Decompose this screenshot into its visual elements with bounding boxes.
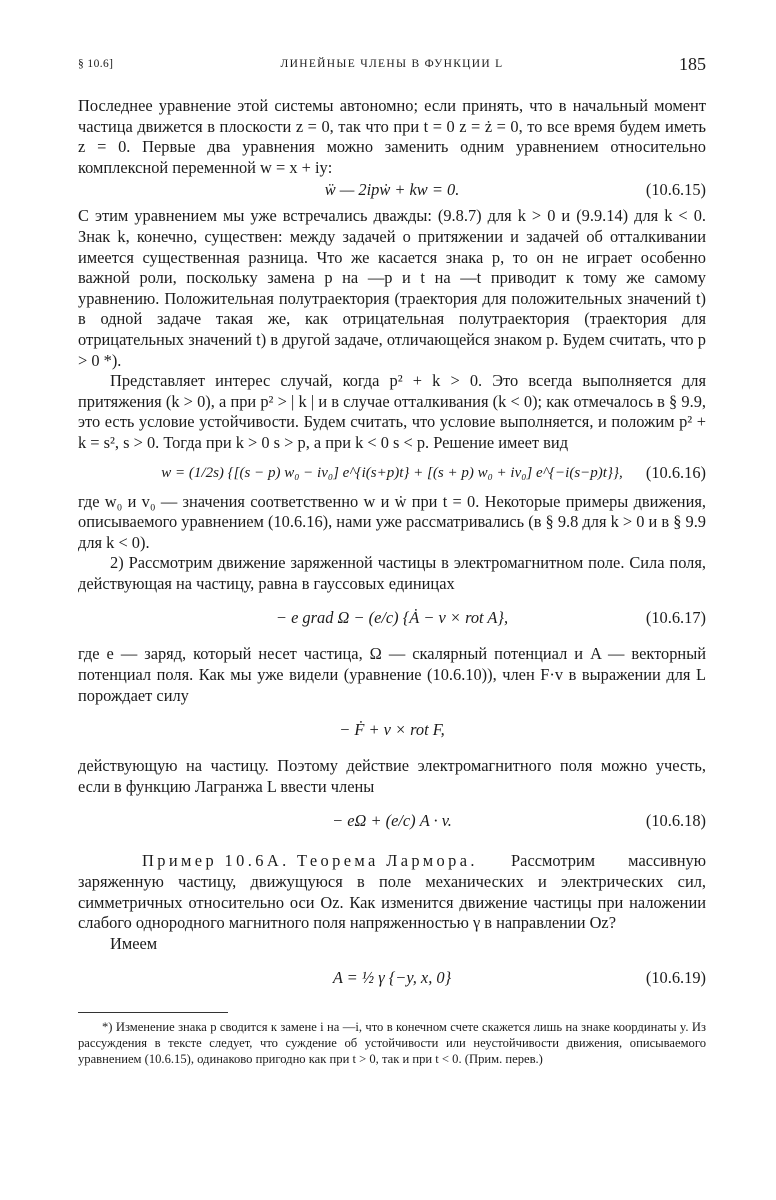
- footnote-divider: [78, 1012, 228, 1013]
- page-number: 185: [679, 54, 706, 74]
- equation-10-6-15: [78, 178, 706, 206]
- paragraph: действующую на частицу. Поэтому действие электромагнитного поля можно учесть, если в функцию Лагранжа L ввести члены: [78, 756, 706, 796]
- section-ref: § 10.6]: [78, 58, 114, 70]
- footnote: *) Изменение знака p сводится к замене i на —i, что в конечном счете скажется лишь на знаке координаты y. Из рассуждения в тексте следует, что суждение об устойчивости или неустойчивости движения, описываемого уравнением (10.6.15), одинаково пригодно как при t > 0, так и при t < 0. (Прим. перев.): [78, 1020, 706, 1066]
- paragraph: где e — заряд, который несет частица, Ω — скалярный потенциал и A — векторный потенциал поля. Как мы уже видели (уравнение (10.6.10)), член F·v в выражении для L порождает силу: [78, 644, 706, 705]
- example-text: Рассмотрим массивную заряженную частицу, движущуюся в поле механических и электрических сил, симметричных относительно оси Oz. Как изменится движение частицы при наложении слабого однородного магнитного поля напряженностью γ в направлении Oz?: [78, 851, 706, 933]
- equation-formula: A = ½ γ {−y, x, 0}: [332, 968, 452, 988]
- paragraph: где w₀ и v₀ — значения соответственно w и ẇ при t = 0. Некоторые примеры движения, описываемого уравнением (10.6.16), нами уже рассматривались (в § 9.8 для k > 0 и в § 9.9 для k < 0).: [78, 491, 706, 552]
- equation-10-6-17: [78, 594, 706, 644]
- example-paragraph: [78, 851, 706, 933]
- main-text: [78, 96, 706, 1004]
- equation-force: [78, 706, 706, 756]
- page-header: [78, 54, 706, 80]
- equation-formula: w = (1/2s) {[(s − p) w₀ − iv₀] e^{i(s+p)t} + [(s + p) w₀ + iv₀] e^{−i(s−p)t}},: [161, 464, 623, 481]
- equation-formula: − eΩ + (e/c) A · v.: [332, 811, 452, 831]
- equation-number: (10.6.15): [645, 180, 706, 200]
- equation-number: (10.6.16): [645, 462, 706, 482]
- paragraph: Последнее уравнение этой системы автономно; если принять, что в начальный момент частица движется в плоскости z = 0, так что при t = 0 z = ż = 0, то все время будем иметь z = 0. Первые два уравнения можно заменить одним уравнением относительно комплексной переменной w = x + iy:: [78, 96, 706, 177]
- equation-number: (10.6.18): [645, 811, 706, 831]
- paragraph: Представляет интерес случай, когда p² + k > 0. Это всегда выполняется для притяжения (k > 0), а при p² > | k | и в случае отталкивания (k < 0); как отмечалось в § 9.9, это есть условие устойчивости. Будем считать, что условие выполняется, и положим p² + k = s², s > 0. Тогда при k > 0 s > p, а при k < 0 s < p. Решение имеет вид: [78, 371, 706, 452]
- equation-10-6-19: [78, 954, 706, 1004]
- equation-formula: − e grad Ω − (e/c) {Ȧ − v × rot A},: [275, 608, 509, 628]
- equation-10-6-16: [78, 454, 706, 492]
- paragraph: С этим уравнением мы уже встречались дважды: (9.8.7) для k > 0 и (9.9.14) для k < 0. Знак k, конечно, существен: между задачей о притяжении и задачей об отталкивании имеется существенная разница. Что же касается знака p, то он не играет особенно важной роли, поскольку замена p на —p и t на —t приводит к тому же самому уравнению. Положительная полутраектория (траектория для положительных значений t) в одной задаче такая же, как отрицательная полутраектория (траектория для отрицательных значений t) в другой задаче, отличающейся знаком p. Будем считать, что p > 0 *).: [78, 206, 706, 370]
- equation-number: (10.6.19): [645, 968, 706, 988]
- equation-formula: ẅ — 2ipẇ + kw = 0.: [324, 180, 460, 200]
- paragraph: Имеем: [110, 933, 158, 953]
- running-title: ЛИНЕЙНЫЕ ЧЛЕНЫ В ФУНКЦИИ L: [280, 58, 504, 70]
- example-label: Пример 10.6А. Теорема Лармора.: [142, 851, 478, 871]
- equation-formula: − Ḟ + v × rot F,: [339, 720, 445, 740]
- paragraph: 2) Рассмотрим движение заряженной частицы в электромагнитном поле. Сила поля, действующая на частицу, равна в гауссовых единицах: [78, 553, 706, 593]
- equation-number: (10.6.17): [645, 608, 706, 628]
- equation-10-6-18: [78, 797, 706, 847]
